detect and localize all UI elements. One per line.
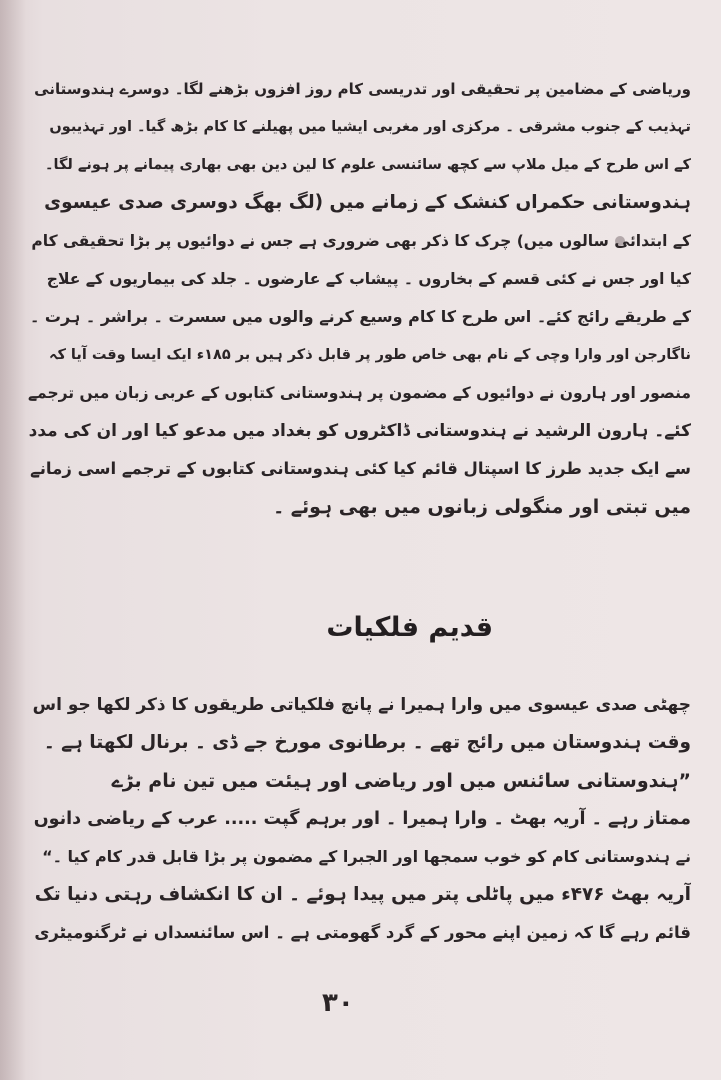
text-line: کے طریقے رائج کئے۔ اس طرح کا کام وسیع کرنے والوں میں سسرت ۔ براشر ۔ ہرت ۔ xyxy=(29,307,691,326)
binding-shadow xyxy=(0,0,26,1080)
text-line: سے ایک جدید طرز کا اسپتال قائم کیا کئی ہندوستانی کتابوں کے ترجمے اسی زمانے xyxy=(30,459,691,478)
text-line: کے اس طرح کے میل ملاپ سے کچھ سائنسی علوم کا لین دین بھی بھاری پیمانے پر ہونے لگا۔ xyxy=(45,157,691,173)
text-line: وریاضی کے مضامین پر تحقیقی اور تدریسی کام روز افزوں بڑھنے لگا۔ دوسرے ہندوستانی xyxy=(34,80,691,98)
text-line: میں تبتی اور منگولی زبانوں میں بھی ہوئے ۔ xyxy=(273,496,691,518)
body-text-section-1 xyxy=(28,70,691,526)
text-line: کے ابتدائی سالوں میں) چرک کا ذکر بھی ضروری ہے جس نے دوائیوں پر بڑا تحقیقی کام xyxy=(31,232,691,250)
text-line: تہذیب کے جنوب مشرقی ۔ مرکزی اور مغربی ایشیا میں پھیلنے کا کام بڑھ گیا۔ اور تہذیبوں xyxy=(49,119,691,135)
text-line: ”ہندوستانی سائنس میں اور ریاضی اور ہیئت میں تین نام بڑے xyxy=(111,770,691,792)
text-line: کیا اور جس نے کئی قسم کے بخاروں ۔ پیشاب کے عارضوں ۔ جلد کی بیماریوں کے علاج xyxy=(46,270,691,288)
section-heading: قدیم فلکیات xyxy=(326,612,493,643)
text-line: ممتاز رہے ۔ آریہ بھٹ ۔ وارا ہمیرا ۔ اور برہم گپت ..... عرب کے ریاضی دانوں xyxy=(33,809,691,829)
text-line: ناگارجن اور وارا وچی کے نام بھی خاص طور پر قابل ذکر ہیں بر ۱۸۵ء ایک ایسا وقت آیا کہ xyxy=(48,347,691,363)
text-line: چھٹی صدی عیسوی میں وارا ہمیرا نے پانچ فلکیاتی طریقوں کا ذکر لکھا جو اس xyxy=(32,695,691,715)
text-line: ہندوستانی حکمراں کنشک کے زمانے میں (لگ بھگ دوسری صدی عیسوی xyxy=(44,192,691,213)
text-line: وقت ہندوستان میں رائج تھے ۔ برطانوی مورخ جے ڈی ۔ برنال لکھتا ہے ۔ xyxy=(43,732,691,753)
body-text-section-2 xyxy=(28,686,691,952)
text-line: قائم رہے گا کہ زمین اپنے محور کے گرد گھومتی ہے ۔ اس سائنسداں نے ٹرگنومیٹری xyxy=(34,923,691,942)
text-line: منصور اور ہارون نے دوائیوں کے مضمون پر ہندوستانی کتابوں کے عربی زبان میں ترجمے xyxy=(28,384,691,402)
text-line: نے ہندوستانی کام کو خوب سمجھا اور الجبرا کے مضمون پر بڑا قابل قدر کام کیا ۔“ xyxy=(42,847,691,866)
text-line: آریہ بھٹ ۴۷۶ء میں پاٹلی پتر میں پیدا ہوئے ۔ ان کا انکشاف رہتی دنیا تک xyxy=(34,884,691,905)
page-number: ۳۰ xyxy=(322,988,354,1018)
text-line: کئے۔ ہارون الرشید نے ہندوستانی ڈاکٹروں کو بغداد میں مدعو کیا اور ان کی مدد xyxy=(28,421,691,441)
